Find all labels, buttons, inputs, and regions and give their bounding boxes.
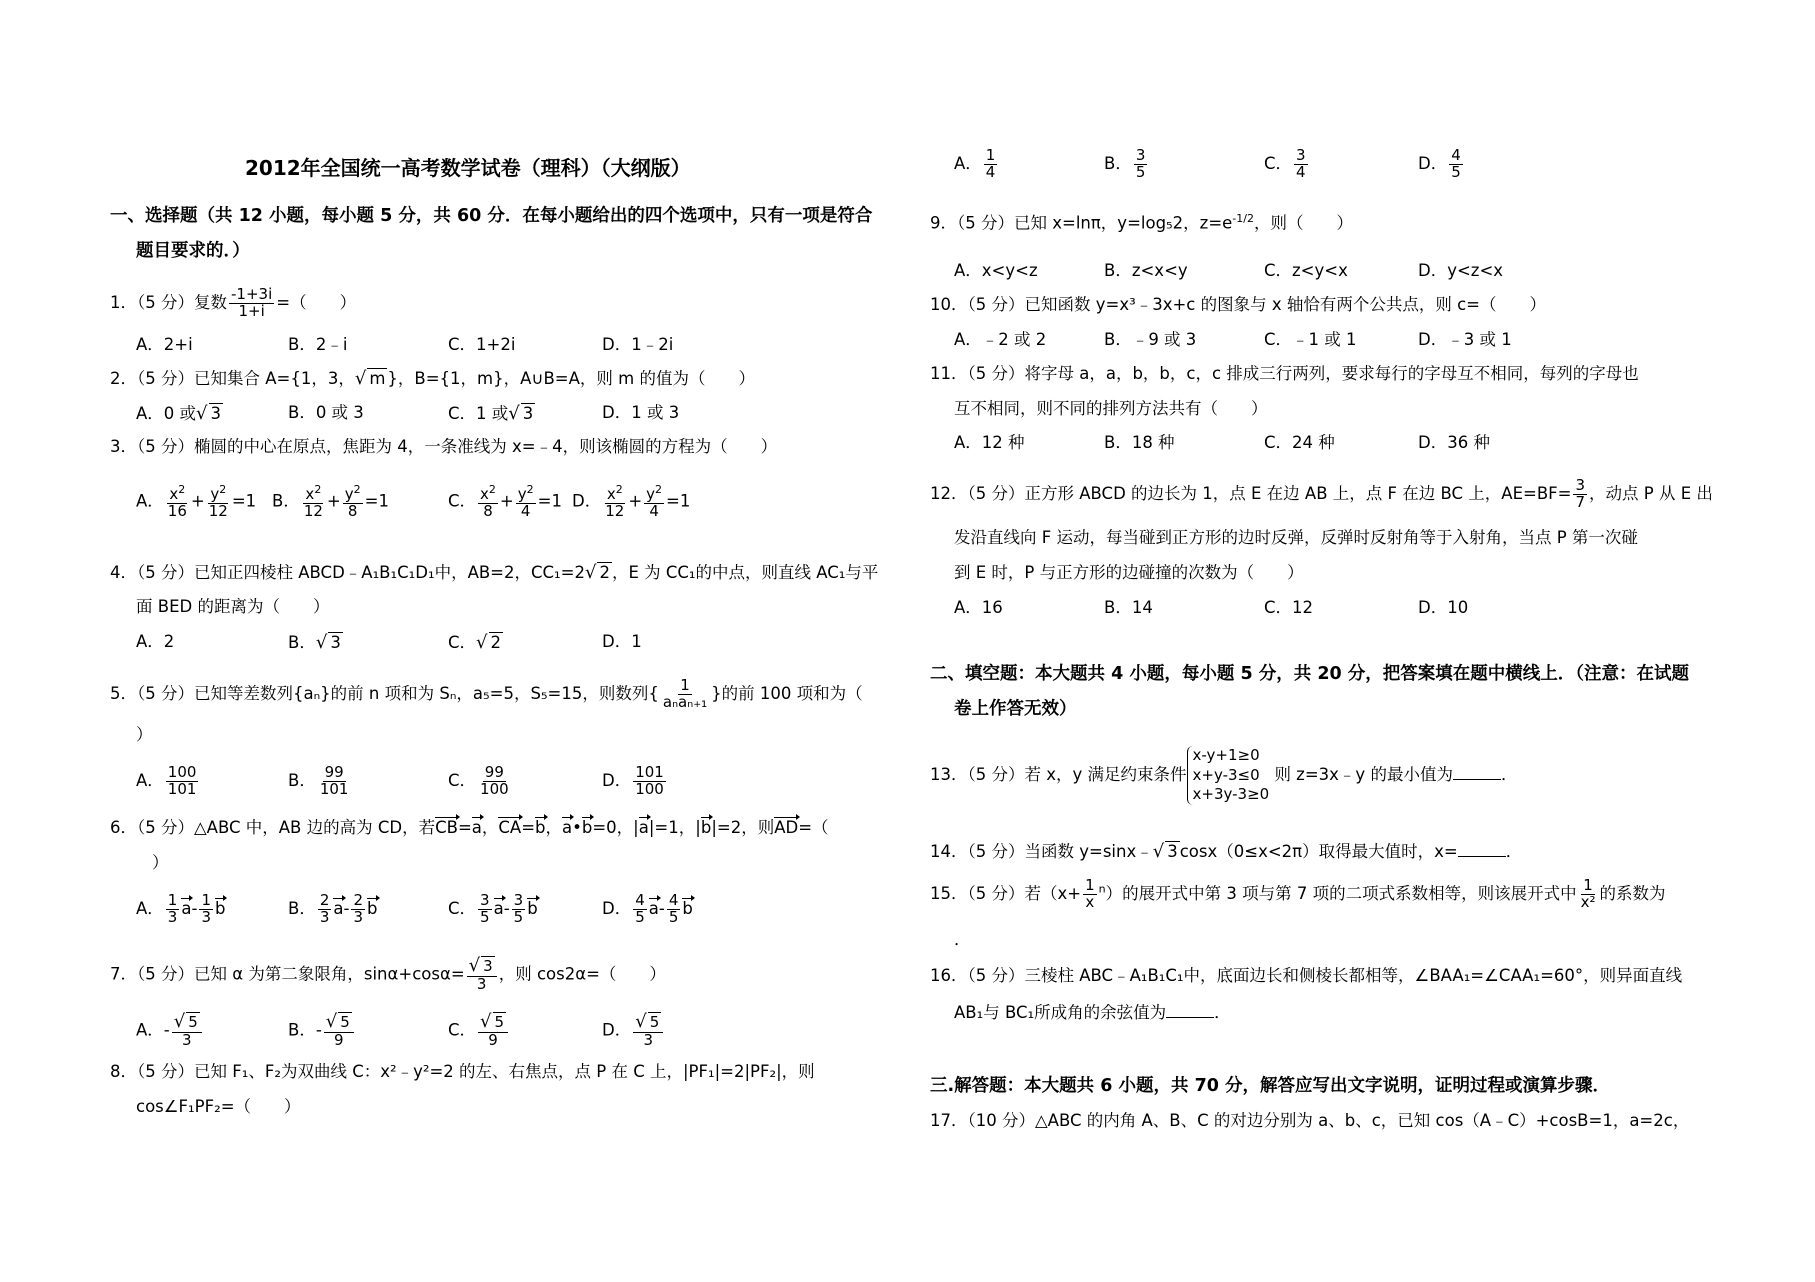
q6-option-d: D． $\frac{4}{5}$ a- $\frac{4}{5}$ b: [602, 891, 693, 926]
section1-heading-cont: 题目要求的．）: [136, 241, 250, 261]
question-8-cont: cos∠F₁PF₂=（ ）: [136, 1097, 301, 1116]
q12-option-c: C．12: [1264, 598, 1314, 617]
q8-option-d: D． $\frac{4}{5}$: [1418, 146, 1461, 181]
q11-option-b: B．18 种: [1104, 433, 1175, 452]
question-5: 5．（5 分）已知等差数列{aₙ}的前 n 项和为 Sₙ，a₅=5，S₅=15，则数列{ $\frac{1}{\text{aₙaₙ₊₁}}$ }的前 100 项和为（: [110, 676, 863, 711]
question-16: 16．（5 分）三棱柱 ABC﹣A₁B₁C₁中，底面边长和侧棱长都相等，∠BAA₁=∠CAA₁=60°，则异面直线: [930, 966, 1683, 985]
question-5-cont: ）: [136, 725, 153, 744]
question-7: 7．（5 分）已知 α 为第二象限角，sinα+cosα= $\frac{√ 3}{3}$ ，则 cos2α=（ ）: [110, 955, 666, 993]
q2-option-c: C．1 或√ 3: [448, 403, 534, 424]
question-6: 6．（5 分）△ABC 中，AB 边的高为 CD，若CB=a，CA=b，a•b=0，|a|=1，|b|=2，则AD=（: [110, 818, 829, 837]
q11-option-c: C．24 种: [1264, 433, 1335, 452]
q7-option-b: B．- $\frac{√ 5}{9}$: [288, 1013, 356, 1049]
answer-blank[interactable]: [1453, 765, 1501, 780]
q1-option-a: A．2+i: [136, 335, 193, 354]
q9-option-c: C．z<y<x: [1264, 261, 1348, 280]
q10-option-a: A．﹣2 或 2: [954, 330, 1047, 349]
question-4: 4．（5 分）已知正四棱柱 ABCD﹣A₁B₁C₁D₁中，AB=2，CC₁=2√ 2 ，E 为 CC₁的中点，则直线 AC₁与平: [110, 562, 879, 583]
section2-heading-cont: 卷上作答无效）: [954, 699, 1077, 719]
answer-blank[interactable]: [1166, 1003, 1214, 1018]
q2-option-b: B．0 或 3: [288, 403, 364, 422]
q6-option-c: C． $\frac{3}{5}$ a- $\frac{3}{5}$ b: [448, 891, 538, 926]
section2-heading: 二、填空题：本大题共 4 小题，每小题 5 分，共 20 分，把答案填在题中横线上．（注意：在试题: [930, 664, 1690, 684]
q4-option-d: D．1: [602, 632, 642, 651]
q10-option-d: D．﹣3 或 1: [1418, 330, 1512, 349]
q1-option-b: B．2﹣i: [288, 335, 348, 354]
section1-heading: 一、选择题（共 12 小题，每小题 5 分，共 60 分．在每小题给出的四个选项中，只有一项是符合: [110, 206, 873, 226]
q10-option-b: B．﹣9 或 3: [1104, 330, 1197, 349]
question-2: 2．（5 分）已知集合 A={1，3，√ m }，B={1，m}，A∪B=A，则 m 的值为（ ）: [110, 368, 755, 389]
q3-option-b: B． $\frac{x^2}{12}$ + $\frac{y^2}{8}$ =1: [272, 483, 389, 520]
q7-option-a: A．- $\frac{√ 5}{3}$: [136, 1013, 204, 1049]
q1-option-c: C．1+2i: [448, 335, 516, 354]
q2-option-d: D．1 或 3: [602, 403, 680, 422]
answer-blank[interactable]: [1458, 842, 1506, 857]
q7-option-d: D． $\frac{√ 5}{3}$: [602, 1013, 665, 1049]
question-11-cont: 互不相同，则不同的排列方法共有（ ）: [954, 399, 1268, 418]
q9-option-d: D．y<z<x: [1418, 261, 1504, 280]
q7-option-c: C． $\frac{√ 5}{9}$: [448, 1013, 510, 1049]
question-4-cont: 面 BED 的距离为（ ）: [136, 597, 330, 616]
q4-option-b: B．√ 3: [288, 632, 341, 653]
question-17: 17．（10 分）△ABC 的内角 A、B、C 的对边分别为 a、b、c，已知 cos（A﹣C）+cosB=1，a=2c，: [930, 1111, 1690, 1130]
question-9: 9．（5 分）已知 x=lnπ，y=log₅2，$z=e^{-1/2}$，则（ ）: [930, 212, 1353, 233]
fraction: $\frac{-1+3i}{1+i}$: [231, 285, 273, 320]
question-16-cont: AB₁与 BC₁所成角的余弦值为 ．: [954, 1003, 1231, 1022]
q11-option-d: D．36 种: [1418, 433, 1490, 452]
q9-option-b: B．z<x<y: [1104, 261, 1188, 280]
question-1: 1．（5 分）复数 $\frac{-1+3i}{1+i}$ =（ ）: [110, 285, 357, 320]
question-6-cont: ）: [152, 853, 169, 872]
question-8: 8．（5 分）已知 F₁、F₂为双曲线 C：x²﹣y²=2 的左、右焦点，点 P 在 C 上，|PF₁|=2|PF₂|，则: [110, 1062, 815, 1081]
q6-option-a: A． $\frac{1}{3}$ a- $\frac{1}{3}$ b: [136, 891, 226, 926]
q4-option-c: C．√ 2: [448, 632, 502, 653]
q10-option-c: C．﹣1 或 1: [1264, 330, 1357, 349]
q5-option-b: B． $\frac{99}{101}$: [288, 763, 349, 798]
q11-option-a: A．12 种: [954, 433, 1025, 452]
q12-option-a: A．16: [954, 598, 1003, 617]
q5-option-d: D． $\frac{101}{100}$: [602, 763, 664, 798]
question-11: 11．（5 分）将字母 a，a，b，b，c，c 排成三行两列，要求每行的字母互不相同，每列的字母也: [930, 364, 1639, 383]
q3-option-d: D． $\frac{x^2}{12}$ + $\frac{y^2}{4}$ =1: [572, 483, 691, 520]
q8-option-a: A． $\frac{1}{4}$: [954, 146, 996, 181]
q1-option-d: D．1﹣2i: [602, 335, 674, 354]
question-12: 12．（5 分）正方形 ABCD 的边长为 1，点 E 在边 AB 上，点 F 在边 BC 上，AE=BF= $\frac{3}{7}$ ，动点 P 从 E 出: [930, 476, 1713, 511]
q3-option-a: A． $\frac{x^2}{16}$ + $\frac{y^2}{12}$ =1: [136, 483, 257, 520]
page-title: 2012年全国统一高考数学试卷（理科）（大纲版）: [245, 156, 691, 180]
q5-option-a: A． $\frac{100}{101}$: [136, 763, 197, 798]
q8-option-b: B． $\frac{3}{5}$: [1104, 146, 1146, 181]
question-3-text: 3．（5 分）椭圆的中心在原点，焦距为 4，一条准线为 x=﹣4，则该椭圆的方程为（ ）: [110, 437, 778, 456]
q5-option-c: C． $\frac{99}{100}$: [448, 763, 509, 798]
question-15-cont: ．: [954, 930, 971, 949]
q6-option-b: B． $\frac{2}{3}$ a- $\frac{2}{3}$ b: [288, 891, 378, 926]
q2-option-a: A．0 或√ 3: [136, 403, 222, 424]
constraint-brace: x-y+1≥0 x+y-3≤0 x+3y-3≥0: [1187, 746, 1270, 805]
question-12-cont2: 到 E 时，P 与正方形的边碰撞的次数为（ ）: [954, 563, 1304, 582]
question-12-cont: 发沿直线向 F 运动，每当碰到正方形的边时反弹，反弹时反射角等于入射角，当点 P 第一次碰: [954, 528, 1638, 547]
q12-option-d: D．10: [1418, 598, 1469, 617]
question-10: 10．（5 分）已知函数 y=x³﹣3x+c 的图象与 x 轴恰有两个公共点，则 c=（ ）: [930, 295, 1547, 314]
question-15: 15．（5 分）若（x+ $\frac{1}{x}$ $^n$）的展开式中第 3 项与第 7 项的二项式系数相等，则该展开式中 $\frac{1}{\text{x²}}$ 的系数为: [930, 876, 1666, 911]
q4-option-a: A．2: [136, 632, 175, 651]
section3-heading: 三.解答题：本大题共 6 小题，共 70 分，解答应写出文字说明，证明过程或演算步骤．: [930, 1076, 1611, 1096]
q8-option-c: C． $\frac{3}{4}$: [1264, 146, 1306, 181]
q3-option-c: C． $\frac{x^2}{8}$ + $\frac{y^2}{4}$ =1: [448, 483, 562, 520]
question-14: 14．（5 分）当函数 y=sinx﹣√ 3 cosx（0≤x<2π）取得最大值时，x= ．: [930, 841, 1523, 862]
question-13: 13．（5 分）若 x，y 满足约束条件 x-y+1≥0 x+y-3≤0 x+3y-3≥0 则 z=3x﹣y 的最小值为 ．: [930, 746, 1518, 803]
q12-option-b: B．14: [1104, 598, 1153, 617]
q9-option-a: A．x<y<z: [954, 261, 1038, 280]
